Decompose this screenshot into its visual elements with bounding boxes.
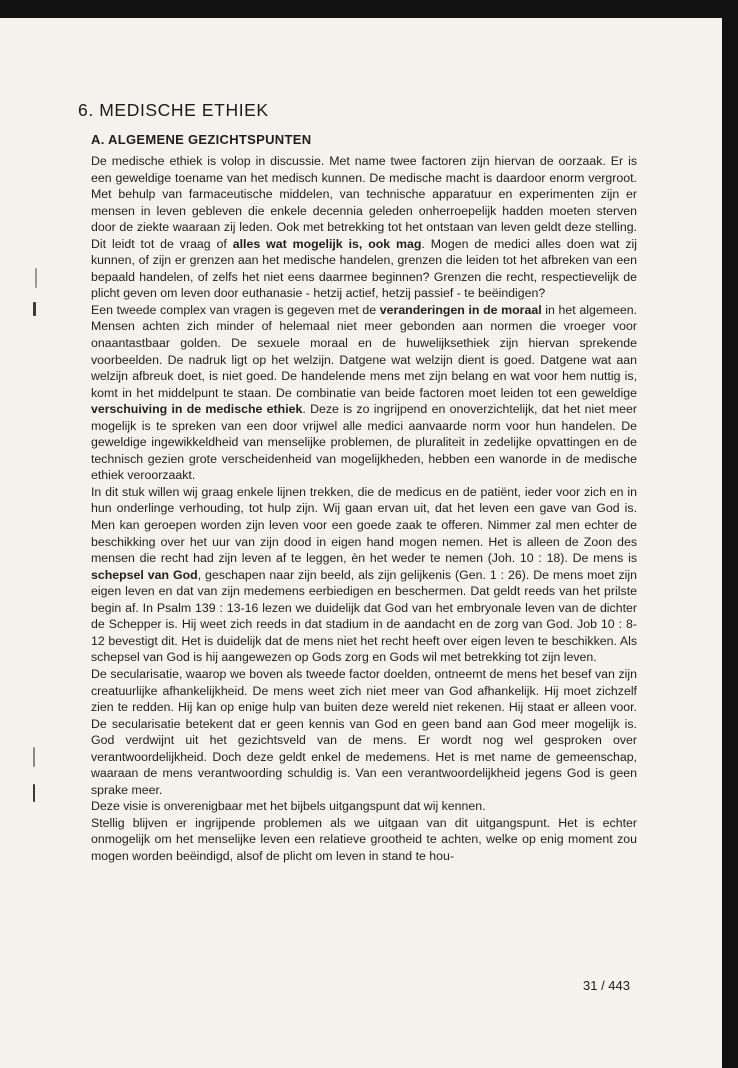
chapter-title: 6. MEDISCHE ETHIEK bbox=[78, 100, 269, 120]
paragraph-text: In dit stuk willen wij graag enkele lijnen trekken, die de medicus en de patiënt, ieder voor zich en in hun onderlinge verhouding, tot hulp zijn. Wij gaan ervan uit, dat het leven een gave van God is. Men kan geroepen worden zijn leven voor een goede zaak te offeren. Nimmer zal men echter de beschikking over het uur van zijn dood in eigen hand mogen nemen. Het is alleen de Zoon des mensen die recht had zijn leven af te leggen, èn het weder te nemen (Joh. 10 : 18). De mens is bbox=[91, 484, 637, 566]
paragraph-text: De medische ethiek is volop in discussie. Met name twee factoren zijn hiervan de oorzaak. Er is een geweldige toename van het medisch kunnen. De medische macht is daardoor enorm vergroot. Met behulp van farmaceutische middelen, van technische apparatuur en experimenten zijn er mensen in leven gebleven die enkele decennia geleden onherroepelijk hadden moeten sterven door de ziekte waaraan zij leden. Ook met betrekking tot het ontstaan van leven geldt deze stelling. Dit leidt tot de vraag of bbox=[91, 154, 637, 251]
margin-mark bbox=[33, 302, 36, 316]
page-number: 31 / 443 bbox=[583, 978, 630, 993]
paragraph-text: . Mogen de medici alles doen wat zij kunnen, of zijn er grenzen aan het medische handelen, grenzen die leiden tot het afbreken van een bepaald handelen, of zelfs het niet eens daarmee beginnen? Grenzen die recht, respectievelijk de plicht geven om leven door euthanasie - hetzij actief, hetzij passief - te beëindigen? bbox=[91, 236, 637, 301]
paragraph bbox=[91, 302, 637, 484]
paragraph bbox=[91, 666, 637, 798]
scan-right-border bbox=[722, 0, 738, 1068]
paragraph bbox=[91, 815, 637, 865]
paragraph-text: Deze visie is onverenigbaar met het bijbels uitgangspunt dat wij kennen. bbox=[91, 799, 486, 814]
margin-mark bbox=[33, 784, 35, 802]
paragraph-text: . Deze is zo ingrijpend en onoverzichtelijk, dat het niet meer mogelijk is te spreken van een door vrijwel alle medici aanvaarde norm voor hun handelen. De geweldige ingewikkeldheid van menselijke problemen, de pluraliteit in zedelijke opvattingen en de technisch gezien grote verscheidenheid van mogelijkheden, hebben een wanorde in de medische ethiek veroorzaakt. bbox=[91, 402, 637, 483]
margin-mark bbox=[35, 268, 37, 288]
paragraph bbox=[91, 484, 637, 666]
paragraph-text: Stellig blijven er ingrijpende problemen als we uitgaan van dit uitgangspunt. Het is echter onmogelijk om het menselijke leven een relatieve grootheid te achten, welke op enig moment zou mogen worden beëindigd, alsof de plicht om leven in stand te hou- bbox=[91, 815, 637, 863]
scan-top-border bbox=[0, 0, 738, 20]
paragraph bbox=[91, 798, 637, 815]
paragraph-text: Een tweede complex van vragen is gegeven met de bbox=[91, 302, 380, 317]
margin-mark bbox=[33, 747, 35, 767]
paragraph-text: De secularisatie, waarop we boven als tweede factor doelden, ontneemt de mens het besef van zijn creatuurlijke afhankelijkheid. De mens weet zich niet meer van God afhankelijk. Hij moet zichzelf zien te redden. Hij kan op enige hulp van buiten deze wereld niet rekenen. Hij staat er alleen voor. De secularisatie betekent dat er geen kennis van God en geen band aan God meer mogelijk is. God verdwijnt uit het gezichtsveld van de mens. Er wordt nog wel gesproken over verantwoordelijkheid. Doch deze geldt enkel de medemens. Het is met name de gemeenschap, waaraan de mens verantwoording schuldig is. Van een verantwoordelijkheid jegens God is geen sprake meer. bbox=[91, 666, 637, 797]
paragraph-text: in het algemeen. Mensen achten zich minder of helemaal niet meer gebonden aan normen die vroeger voor onaantastbaar golden. De sexuele moraal en de huwelijksethiek zijn hiervan sprekende voorbeelden. De nadruk ligt op het welzijn. Datgene wat welzijn dient is goed. Datgene wat aan welzijn afbreuk doet, is niet goed. De handelende mens met zijn belang en wat voor hem nuttig is, komt in het middelpunt te staan. De combinatie van beide factoren moet leiden tot een geweldige bbox=[91, 302, 637, 400]
emphasis-text: verschuiving in de medische ethiek bbox=[91, 402, 303, 417]
paragraph-text: , geschapen naar zijn beeld, als zijn gelijkenis (Gen. 1 : 26). De mens moet zijn eigen leven en dat van zijn medemens eerbiedigen en beschermen. Dat geldt reeds van het prilste begin af. In Psalm 139 : 13-16 lezen we duidelijk dat God van het embryonale leven van de dichter de Schepper is. Hij weet zich reeds in dat stadium in de aandacht en de zorg van God. Job 10 : 8-12 bevestigt dit. Het is duidelijk dat de mens niet het recht heeft over eigen leven te beschikken. Als schepsel van God is hij aangewezen op Gods zorg en Gods wil met betrekking tot zijn leven. bbox=[91, 567, 637, 665]
body-text bbox=[91, 153, 637, 865]
emphasis-text: alles wat mogelijk is, ook mag bbox=[232, 236, 422, 251]
paragraph bbox=[91, 153, 637, 302]
emphasis-text: schepsel van God bbox=[91, 567, 198, 582]
section-title: A. ALGEMENE GEZICHTSPUNTEN bbox=[91, 132, 312, 147]
emphasis-text: veranderingen in de moraal bbox=[379, 302, 542, 317]
